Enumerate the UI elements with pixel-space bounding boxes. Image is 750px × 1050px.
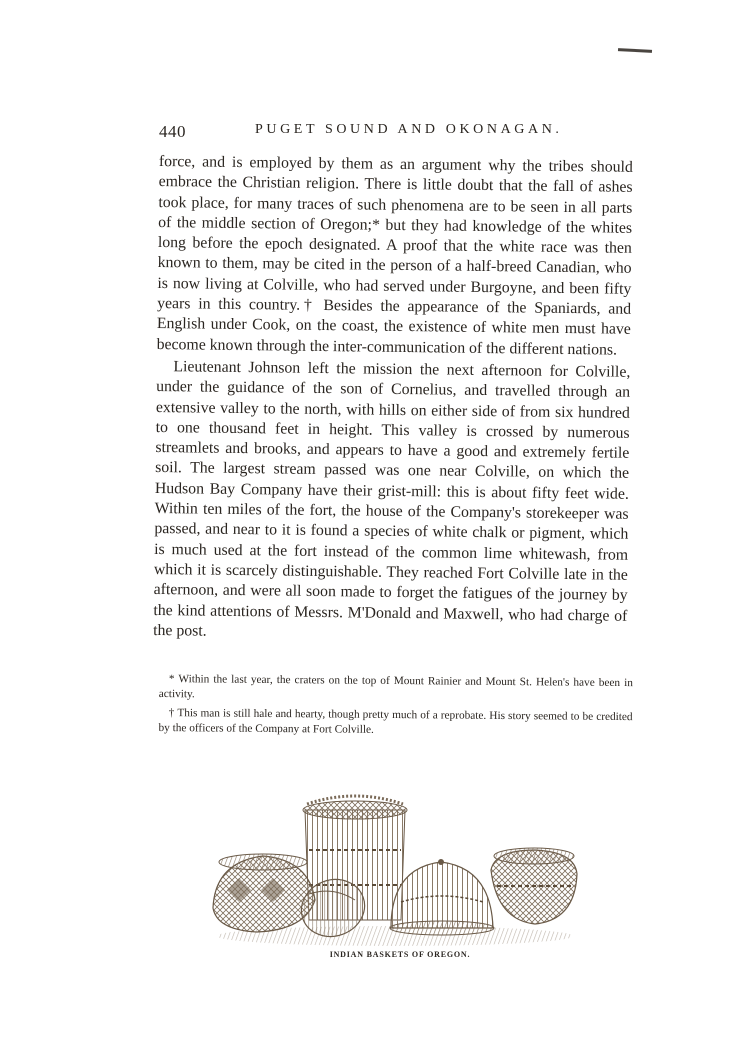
paragraph-1: force, and is employed by them as an argument why the tribes should embrace the Christian religion. There is little doubt that the fall of ashes took place, for many traces of such phenomena are to be seen in all parts of the middle section of Oregon;* but they had knowledge of the whites long before the epoch designated. A proof that the white race was then known to them, may be cited in the person of a half-breed Canadian, who is now living at Colville, who had served under Burgoyne, and been fifty years in this country.† Besides the appearance of the Spaniards, and English under Cook, on the coast, the existence of white men must have become known through the inter-communication of the different nations. [156,152,633,359]
page-number: 440 [159,122,186,141]
scan-mark [618,48,652,53]
diamond-basket [213,854,315,932]
running-title: PUGET SOUND AND OKONAGAN. [255,122,563,137]
right-basket [491,848,577,924]
body-text [153,152,633,647]
illustration-caption: INDIAN BASKETS OF OREGON. [329,950,471,959]
baskets-engraving [205,790,583,950]
footnote-1: * Within the last year, the craters on the top of Mount Rainier and Mount St. Helen's have been in activity. [158,673,633,701]
footnote-2: † This man is still hale and hearty, though pretty much of a reprobate. His story seemed to be credited by the officers of the Company at Fort Colville. [158,707,633,736]
running-head [159,118,659,144]
paragraph-2: Lieutenant Johnson left the mission the next afternoon for Colville, under the guidance of the son of Cornelius, and travelled through an extensive valley to the north, with hills on either side of from six hundred to one thousand feet in height. This valley is crossed by numerous streamlets and brooks, and appears to have a good and extremely fertile soil. The largest stream passed was one near Colville, on which the Hudson Bay Company have their grist-mill: this is about fifty feet wide. Within ten miles of the fort, the house of the Company's storekeeper was passed, and near to it is found a species of white chalk or pigment, which is much used at the fort instead of the common lime whitewash, from which it is scarcely distinguishable. They reached Fort Colville late in the afternoon, and were all soon made to forget the fatigues of the journey by the kind attentions of Messrs. M'Donald and Maxwell, who had charge of the post. [153,358,631,640]
dome-basket [390,859,494,935]
footnotes [158,672,633,744]
